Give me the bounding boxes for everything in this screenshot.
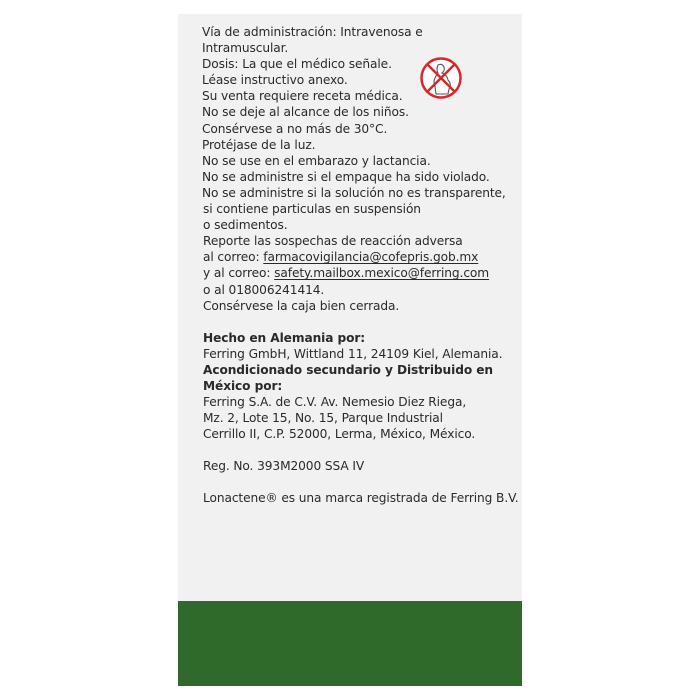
warning-line: o sedimentos. [203,218,288,233]
made-address: Ferring GmbH, Wittland 11, 24109 Kiel, Alemania. [203,346,503,361]
email-line-1 [202,249,519,265]
registration-number: Reg. No. 393M2000 SSA IV [203,459,365,474]
closing-line: Consérvese la caja bien cerrada. [203,298,400,313]
distribution-heading: Acondicionado secundario y Distribuido en [203,362,493,377]
package-panel [178,14,522,686]
warning-line: Reporte las sospechas de reacción adversa [203,234,463,249]
distribution-address: Ferring S.A. de C.V. Av. Nemesio Diez Riega, [203,395,467,410]
no-pregnancy-icon [419,56,463,100]
trademark-notice: Lonactene® es una marca registrada de Ferring B.V. [203,491,519,506]
warning-line: si contiene particulas en suspensión [203,202,421,217]
made-heading: Hecho en Alemania por: [203,330,366,345]
warning-line: Vía de administración: Intravenosa e [202,25,423,39]
ferring-email-link[interactable]: safety.mailbox.mexico@ferring.com [274,266,490,281]
green-band [178,601,522,686]
warning-line: No se administre si la solución no es transparente, [202,185,506,200]
label-text [202,24,519,507]
email-line-2 [202,265,519,281]
email-prefix: al correo: [203,250,264,265]
distribution-heading: México por: [203,378,283,393]
warning-line: No se administre si el empaque ha sido violado. [202,169,490,184]
warning-line: No se deje al alcance de los niños. [202,105,409,120]
warning-line: Protéjase de la luz. [202,137,316,152]
email-prefix: y al correo: [203,266,275,281]
distribution-address: Cerrillo II, C.P. 52000, Lerma, México, México. [203,427,476,442]
warning-line: Léase instructivo anexo. [202,73,348,88]
warning-line: Su venta requiere receta médica. [202,89,403,104]
warning-line: Intramuscular. [202,41,289,56]
warning-line: No se use en el embarazo y lactancia. [202,153,431,168]
distribution-address: Mz. 2, Lote 15, No. 15, Parque Industrial [203,411,443,426]
warning-line: Consérvese a no más de 30°C. [202,121,388,136]
cofepris-email-link[interactable]: farmacovigilancia@cofepris.gob.mx [263,250,479,265]
warning-line: Dosis: La que el médico señale. [202,57,392,72]
phone-line: o al 018006241414. [203,282,325,297]
